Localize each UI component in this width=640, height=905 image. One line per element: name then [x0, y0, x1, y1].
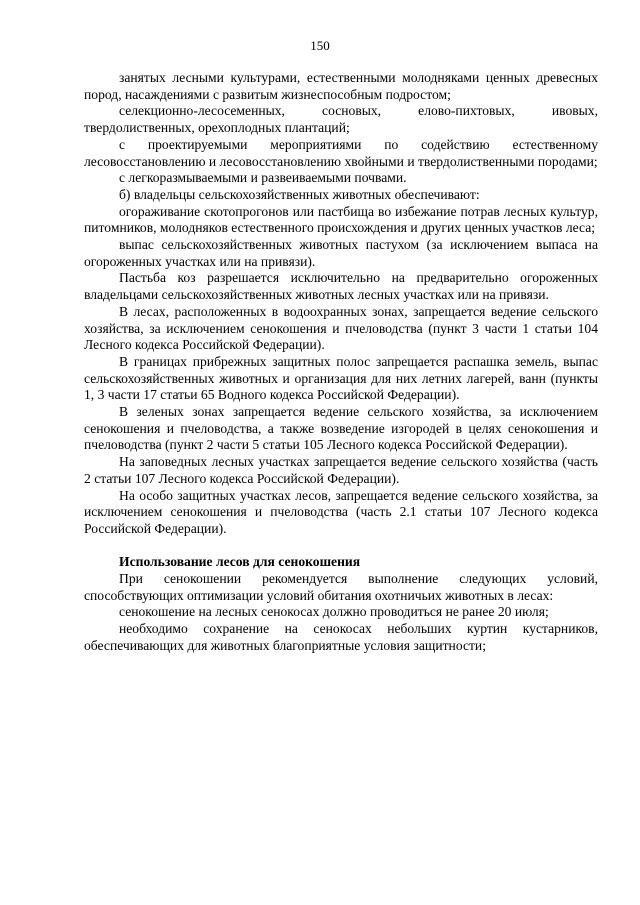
- paragraph: селекционно-лесосеменных, сосновых, елово-пихтовых, ивовых, твердолиственных, орехоплодных плантаций;: [84, 103, 598, 136]
- paragraph: Пастьба коз разрешается исключительно на предварительно огороженных владельцами сельскохозяйственных животных лесных участках или на привязи.: [84, 270, 598, 303]
- paragraph: необходимо сохранение на сенокосах небольших куртин кустарников, обеспечивающих для животных благоприятные условия защитности;: [84, 621, 598, 653]
- document-body: [84, 70, 598, 655]
- paragraph: б) владельцы сельскохозяйственных животных обеспечивают:: [119, 186, 480, 202]
- section-heading: Использование лесов для сенокошения: [119, 554, 361, 570]
- paragraph: занятых лесными культурами, естественными молодняками ценных древесных пород, насаждениями с развитым жизнеспособным подростом;: [84, 70, 598, 102]
- paragraph: В лесах, расположенных в водоохранных зонах, запрещается ведение сельского хозяйства, за исключением сенокошения и пчеловодства (пункт 3 части 1 статьи 104 Лесного кодекса Российской Федерации).: [84, 303, 598, 353]
- paragraph: В зеленых зонах запрещается ведение сельского хозяйства, за исключением сенокошения и пчеловодства, а также возведение изгородей в целях сенокошения и пчеловодства (пункт 2 части 5 статьи 105 Лесного кодекса Российской Федерации).: [84, 404, 598, 453]
- paragraph: При сенокошении рекомендуется выполнение следующих условий, способствующих оптимизации условий обитания охотничьих животных в лесах:: [84, 571, 598, 603]
- paragraph: с проектируемыми мероприятиями по содействию естественному лесовосстановлению и лесовосстановлению хвойными и твердолиственными породами;: [84, 136, 598, 169]
- page-number: 150: [310, 38, 330, 53]
- paragraph: с легкоразмываемыми и развеиваемыми почвами.: [119, 170, 407, 186]
- paragraph: В границах прибрежных защитных полос запрещается распашка земель, выпас сельскохозяйственных животных и организация для них летних лагерей, ванн (пункты 1, 3 части 17 статьи 65 Водного кодекса Российской Федерации).: [84, 353, 598, 403]
- paragraph: огораживание скотопрогонов или пастбища во избежание потрав лесных культур, питомников, молодняков естественного происхождения и других ценных участков леса;: [84, 203, 598, 236]
- paragraph: выпас сельскохозяйственных животных пастухом (за исключением выпаса на огороженных участках или на привязи).: [84, 237, 598, 269]
- paragraph: На заповедных лесных участках запрещается ведение сельского хозяйства (часть 2 статьи 107 Лесного кодекса Российской Федерации).: [84, 454, 598, 486]
- paragraph: На особо защитных участках лесов, запрещается ведение сельского хозяйства, за исключением сенокошения и пчеловодства (часть 2.1 статьи 107 Лесного кодекса Российской Федерации).: [84, 487, 598, 536]
- paragraph: сенокошение на лесных сенокосах должно проводиться не ранее 20 июля;: [119, 604, 549, 620]
